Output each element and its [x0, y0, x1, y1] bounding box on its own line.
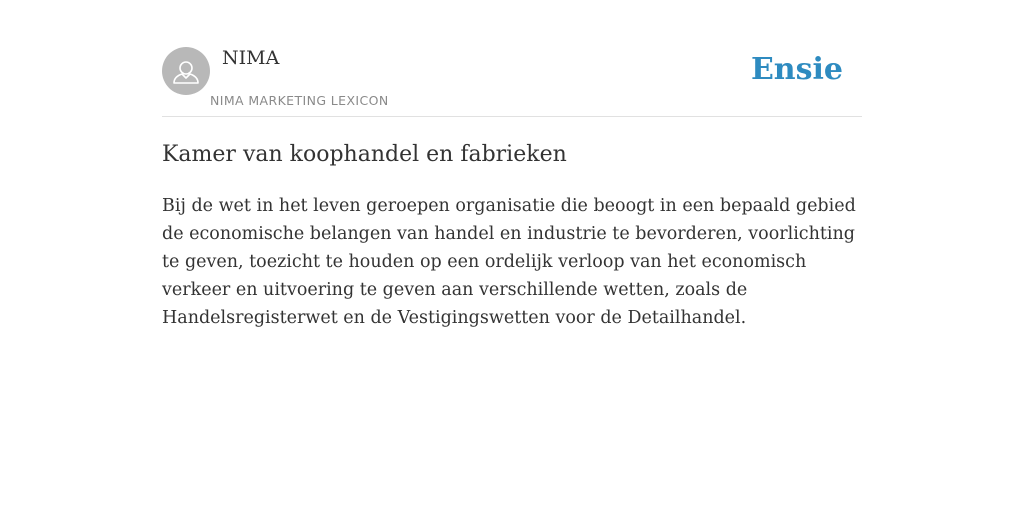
brand-logo[interactable]: Ensie — [750, 52, 843, 87]
source-name[interactable]: NIMA MARKETING LEXICON — [210, 93, 389, 108]
entry-title: Kamer van koophandel en fabrieken — [162, 142, 567, 167]
header — [162, 0, 862, 117]
entry-definition: Bij de wet in het leven geroepen organisatie die beoogt in een bepaald gebied de economische belangen van handel en industrie te bevorderen, voorlichting te geven, toezicht te houden op een ordelijk verloop van het economisch verkeer en uitvoering te geven aan verschillende wetten, zoals de Handelsregisterwet en de Vestigingswetten voor de Detailhandel. — [162, 196, 856, 328]
avatar[interactable] — [162, 47, 210, 95]
user-silhouette-icon — [162, 47, 210, 95]
author-name[interactable]: NIMA — [222, 47, 280, 69]
